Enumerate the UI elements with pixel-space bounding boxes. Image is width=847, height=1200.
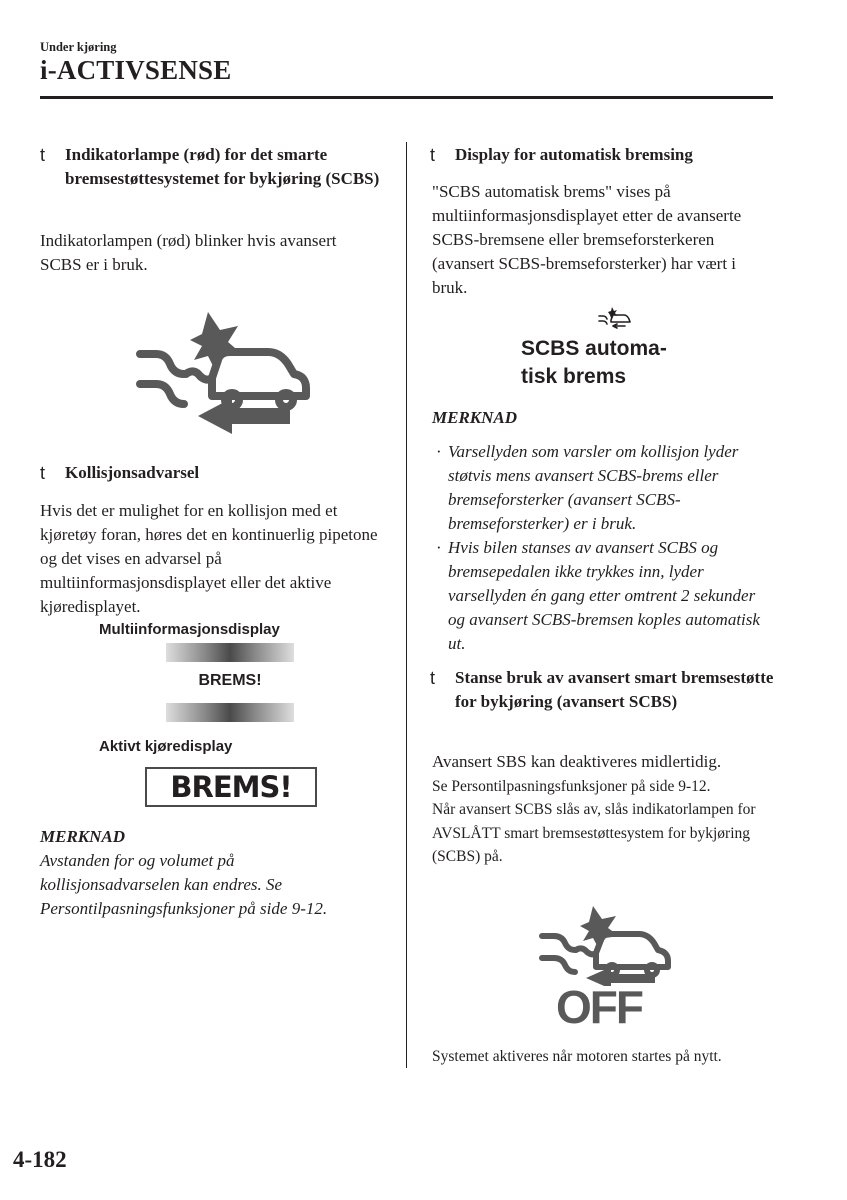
bullet-icon: t (430, 145, 436, 165)
auto-brake-display-line1: SCBS automa- (521, 337, 667, 360)
chapter-label: Under kjøring (40, 40, 117, 54)
stop-scbs-text-1: Avansert SBS kan deaktiveres midlertidig. (432, 752, 722, 771)
reactivate-text: Systemet aktiveres når motoren startes på nytt. (432, 1048, 722, 1065)
collision-warning-text: Hvis det er mulighet for en kollisjon med et kjøretøy foran, høres det en kontinuerlig pipetone og det vises en advarsel på multiinformasjonsdisplayet eller det aktive kjøredisplayet. (40, 501, 378, 616)
note-item: · Varsellyden som varsler om kollisjon lyder støtvis mens avansert SCBS-brems eller bremseforsterker (avansert SCBS-bremseforsterker) er i bruk. (432, 440, 772, 536)
stop-scbs-text-2: Se Persontilpasningsfunksjoner på side 9-12. (432, 778, 711, 795)
note-title-left: MERKNAD (40, 827, 126, 846)
stop-scbs-text-3: Når avansert SCBS slås av, slås indikatorlampen for AVSLÅTT smart bremsestøttesystem for bykjøring (SCBS) på. (432, 801, 756, 865)
scbs-warning-light-icon (134, 308, 314, 438)
scbs-off-light-icon (538, 904, 678, 986)
bullet-icon: t (40, 145, 46, 165)
active-display-label: Aktivt kjøredisplay (99, 738, 233, 755)
auto-brake-display-line2: tisk brems (521, 365, 627, 388)
section-title: i-ACTIVSENSE (40, 55, 232, 85)
red-indicator-text: Indikatorlampen (rød) blinker hvis avansert SCBS er i bruk. (40, 231, 337, 274)
heading-text: Indikatorlampe (rød) for det smarte bremsestøttesystemet for bykjøring (SCBS) (65, 145, 380, 188)
header-rule (40, 96, 773, 99)
auto-brake-text: "SCBS automatisk brems" vises på multiinformasjonsdisplayet etter de avanserte SCBS-bremsene eller bremseforsterkeren (avansert SCBS-bremseforsterker) har vært i bruk. (432, 182, 742, 297)
multi-display-gradient-bottom (166, 703, 294, 722)
note-list-right (432, 440, 772, 656)
heading-text: Stanse bruk av avansert smart bremsestøtte for bykjøring (avansert SCBS) (455, 668, 774, 711)
multi-display-label: Multiinformasjonsdisplay (99, 621, 280, 638)
note-title-right: MERKNAD (432, 408, 518, 427)
page-number: 4-182 (13, 1147, 67, 1172)
column-divider (406, 142, 407, 1068)
heading-text: Display for automatisk bremsing (455, 145, 693, 164)
heading-stop-scbs (430, 666, 775, 714)
bullet-icon: t (40, 463, 46, 483)
heading-red-indicator (40, 143, 390, 191)
heading-text: Kollisjonsadvarsel (65, 463, 200, 482)
note-text-left: Avstanden for og volumet på kollisjonsadvarselen kan endres. Se Persontilpasningsfunksjoner på side 9-12. (40, 851, 328, 918)
multi-display-gradient-top (166, 643, 294, 662)
auto-brake-small-icon (597, 306, 633, 330)
bullet-icon: t (430, 668, 436, 688)
note-item: · Hvis bilen stanses av avansert SCBS og bremsepedalen ikke trykkes inn, lyder varsellyden én gang etter omtrent 2 sekunder og avansert SCBS-bremsen koples automatisk ut. (432, 536, 772, 656)
heading-collision-warning (40, 461, 390, 485)
multi-display-warning: BREMS! (198, 672, 262, 689)
active-display-warning: BREMS! (145, 767, 317, 807)
off-label: OFF (556, 981, 642, 1033)
heading-auto-brake-display (430, 143, 775, 167)
